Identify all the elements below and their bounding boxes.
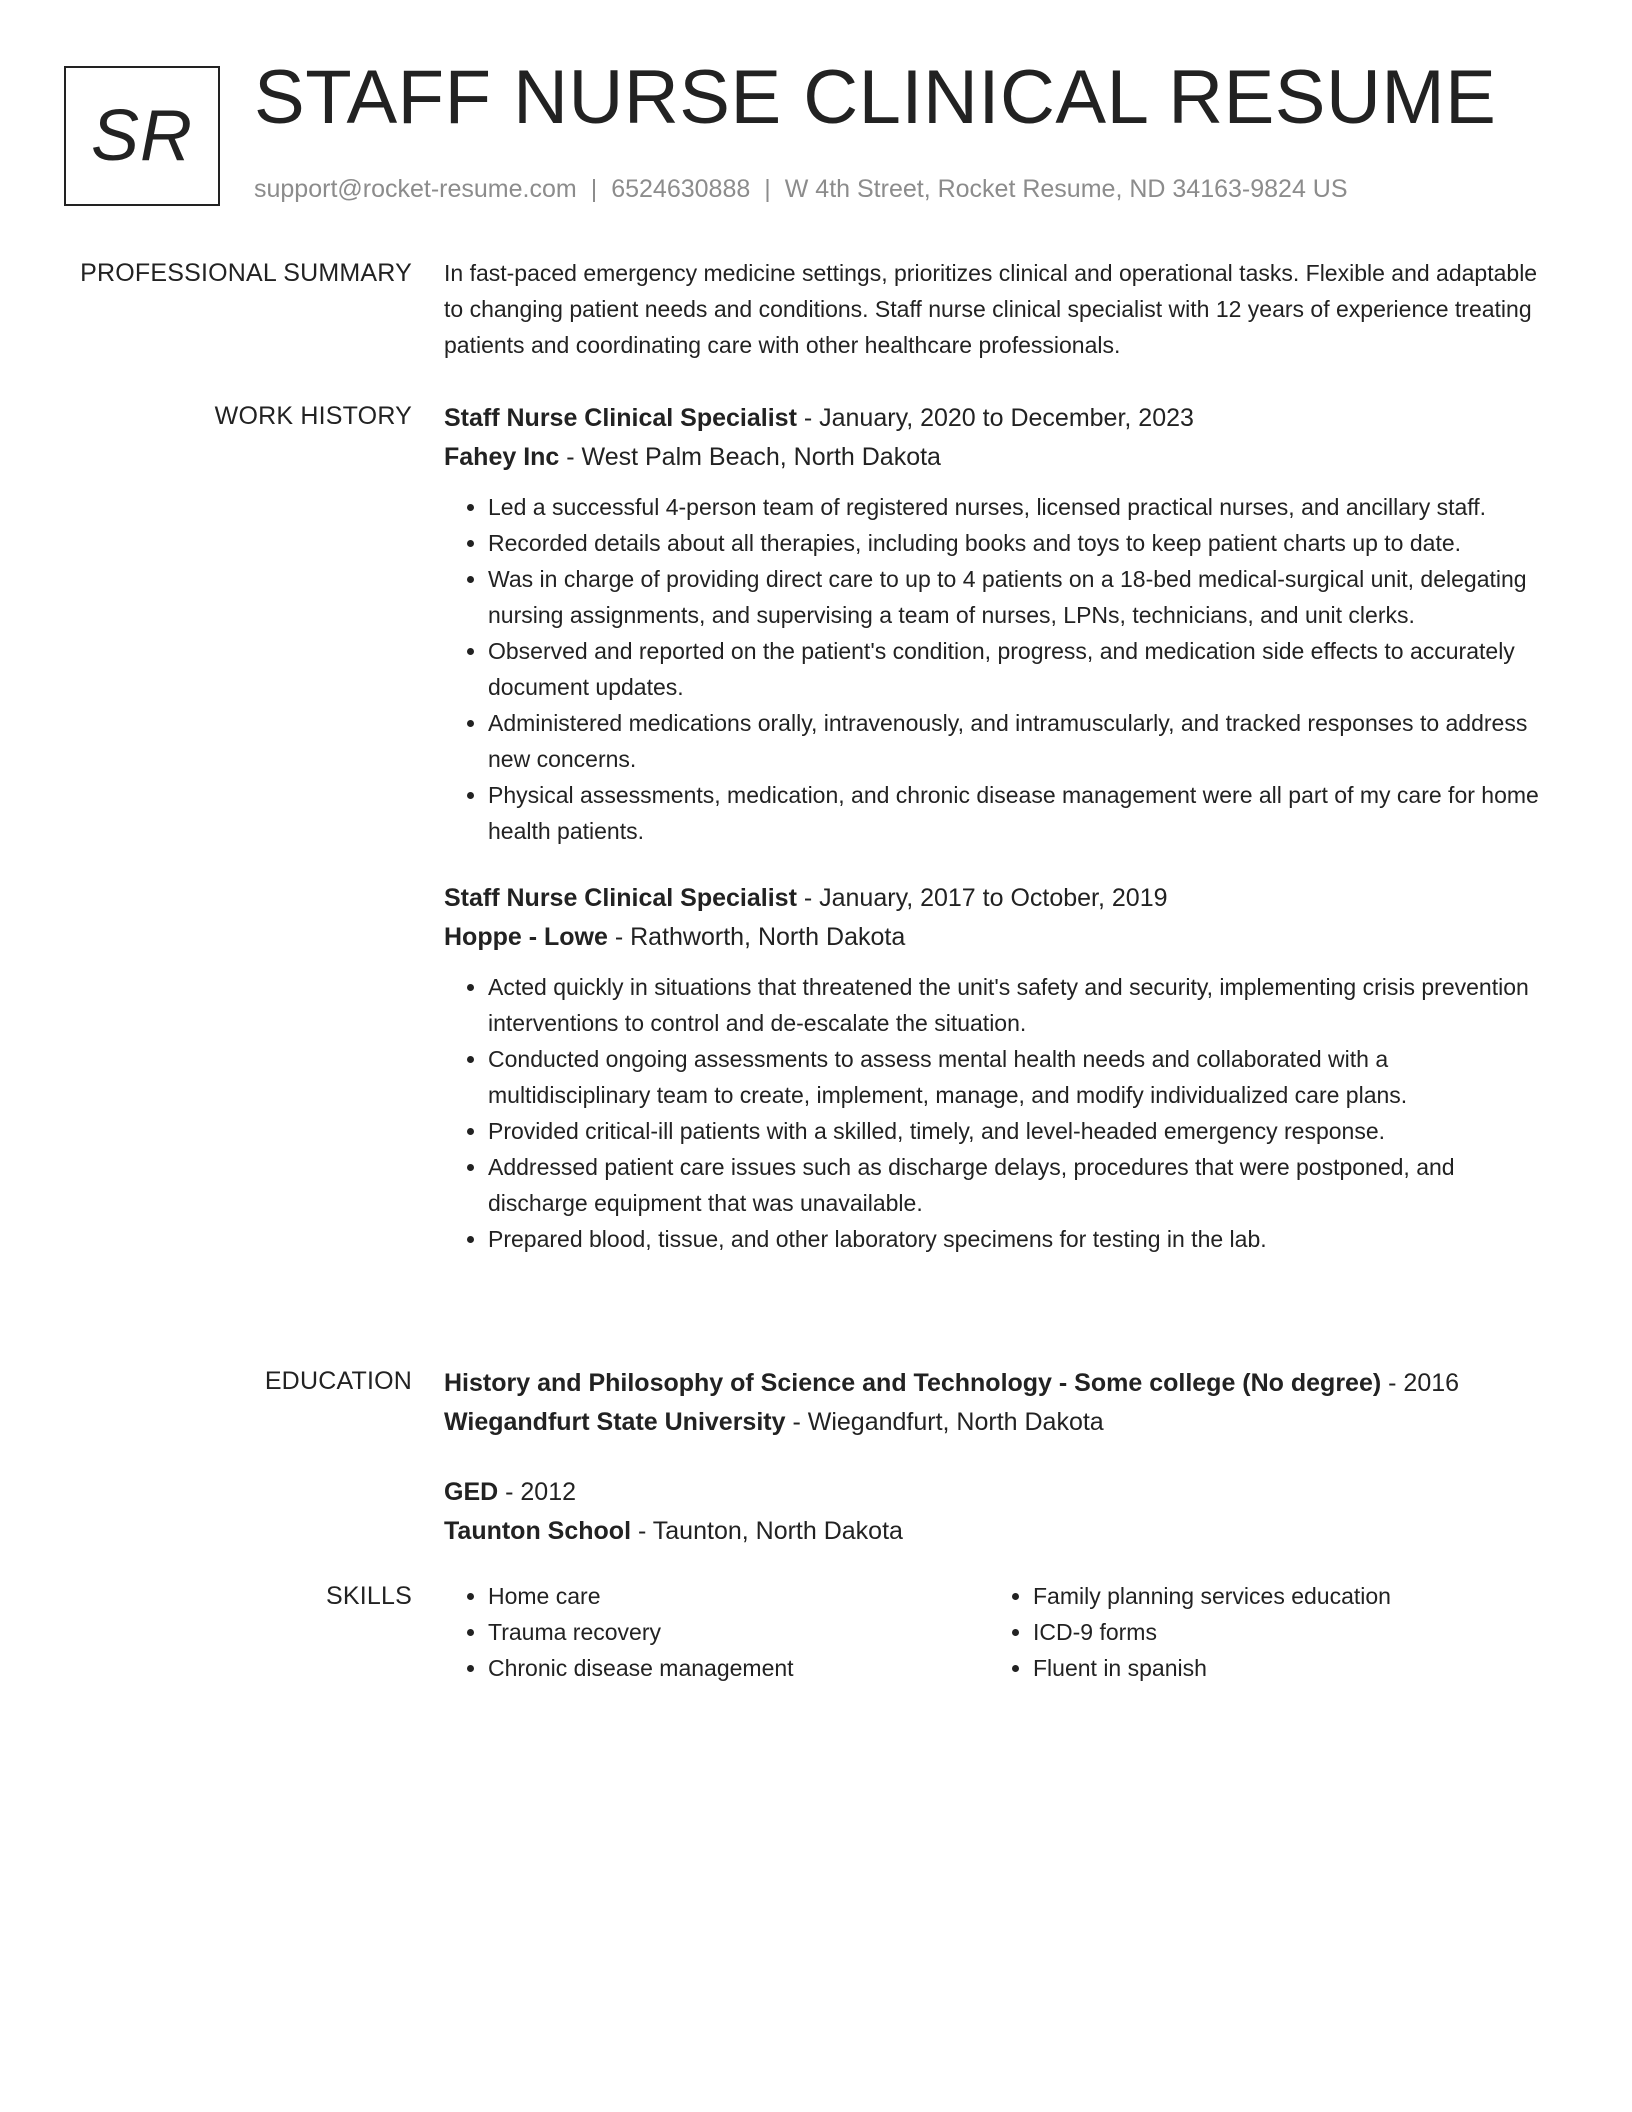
education-entry xyxy=(444,1364,1554,1442)
job-company: Fahey Inc xyxy=(444,443,560,471)
contact-address: W 4th Street, Rocket Resume, ND 34163-9824 US xyxy=(784,175,1348,203)
summary-text: In fast-paced emergency medicine settings, prioritizes clinical and operational tasks. Flexible and adaptable to changing patient needs and conditions. Staff nurse clinical specialist with 12 years of experience treating patients and coordinating care with other healthcare professionals. xyxy=(444,260,1538,358)
list-item: • Physical assessments, medication, and chronic disease management were all part of my care for home health patients. xyxy=(488,777,1554,849)
education-entry xyxy=(444,1473,1554,1551)
education-school-line xyxy=(444,1512,1554,1551)
section-label-skills: SKILLS xyxy=(326,1582,412,1610)
education-location: - Wiegandfurt, North Dakota xyxy=(785,1408,1104,1436)
job-title: Staff Nurse Clinical Specialist xyxy=(444,404,797,432)
job-title-line xyxy=(444,399,1554,438)
list-item: • Addressed patient care issues such as discharge delays, procedures that were postponed, and discharge equipment that was unavailable. xyxy=(488,1149,1554,1221)
list-item: • Prepared blood, tissue, and other laboratory specimens for testing in the lab. xyxy=(488,1221,1554,1257)
list-item: • Family planning services education xyxy=(1033,1578,1534,1614)
skills-grid xyxy=(444,1578,1554,1686)
education-body xyxy=(444,1364,1554,1551)
education-year: - 2016 xyxy=(1381,1369,1460,1397)
job-location: - West Palm Beach, North Dakota xyxy=(559,443,941,471)
job-title-line xyxy=(444,879,1554,918)
monogram-initials: SR xyxy=(90,96,194,176)
education-degree-line xyxy=(444,1473,1554,1512)
summary-body xyxy=(444,258,1554,363)
section-label-work-history: WORK HISTORY xyxy=(214,402,412,430)
monogram-badge xyxy=(64,66,220,206)
list-item: • Observed and reported on the patient's condition, progress, and medication side effects to accurately document updates. xyxy=(488,633,1554,705)
education-school-line xyxy=(444,1403,1554,1442)
skills-column-left xyxy=(444,1578,989,1686)
list-item: • Administered medications orally, intravenously, and intramuscularly, and tracked responses to address new concerns. xyxy=(488,705,1554,777)
list-item: • Conducted ongoing assessments to assess mental health needs and collaborated with a multidisciplinary team to create, implement, manage, and modify individualized care plans. xyxy=(488,1041,1554,1113)
contact-separator: | xyxy=(590,175,598,203)
list-item: • Trauma recovery xyxy=(488,1614,989,1650)
resume-title: STAFF NURSE CLINICAL RESUME xyxy=(254,55,1497,140)
education-year: - 2012 xyxy=(498,1478,577,1506)
job-entry xyxy=(444,879,1554,1257)
job-location: - Rathworth, North Dakota xyxy=(607,923,906,951)
job-company-line xyxy=(444,438,1554,477)
contact-phone[interactable]: 6524630888 xyxy=(611,175,751,203)
education-school: Taunton School xyxy=(444,1517,632,1545)
list-item: • Acted quickly in situations that threatened the unit's safety and security, implementing crisis prevention interventions to control and de-escalate the situation. xyxy=(488,969,1554,1041)
education-degree-line xyxy=(444,1364,1554,1403)
section-label-education: EDUCATION xyxy=(264,1367,412,1395)
job-dates: - January, 2017 to October, 2019 xyxy=(796,884,1168,912)
job-dates: - January, 2020 to December, 2023 xyxy=(796,404,1194,432)
list-item: • Provided critical-ill patients with a skilled, timely, and level-headed emergency response. xyxy=(488,1113,1554,1149)
section-label-summary: PROFESSIONAL SUMMARY xyxy=(80,259,412,287)
skills-body xyxy=(444,1578,1554,1686)
education-school: Wiegandfurt State University xyxy=(444,1408,786,1436)
job-company: Hoppe - Lowe xyxy=(444,923,608,951)
job-entry xyxy=(444,399,1554,849)
skills-column-right xyxy=(989,1578,1534,1686)
list-item: • Chronic disease management xyxy=(488,1650,989,1686)
education-degree: History and Philosophy of Science and Technology - Some college (No degree) xyxy=(444,1369,1382,1397)
contact-email[interactable]: support@rocket-resume.com xyxy=(254,175,577,203)
job-title: Staff Nurse Clinical Specialist xyxy=(444,884,797,912)
list-item: • Recorded details about all therapies, including books and toys to keep patient charts up to date. xyxy=(488,525,1554,561)
list-item: • Led a successful 4-person team of registered nurses, licensed practical nurses, and ancillary staff. xyxy=(488,489,1554,525)
list-item: • ICD-9 forms xyxy=(1033,1614,1534,1650)
contact-separator: | xyxy=(764,175,771,203)
work-history-body xyxy=(444,399,1554,1257)
contact-line xyxy=(254,174,1348,204)
list-item: • Was in charge of providing direct care to up to 4 patients on a 18-bed medical-surgical unit, delegating nursing assignments, and supervising a team of nurses, LPNs, technicians, and unit clerks. xyxy=(488,561,1554,633)
list-item: • Fluent in spanish xyxy=(1033,1650,1534,1686)
job-bullets xyxy=(444,489,1554,849)
job-bullets xyxy=(444,969,1554,1257)
job-company-line xyxy=(444,918,1554,957)
education-degree: GED xyxy=(444,1478,499,1506)
education-location: - Taunton, North Dakota xyxy=(631,1517,903,1545)
list-item: • Home care xyxy=(488,1578,989,1614)
